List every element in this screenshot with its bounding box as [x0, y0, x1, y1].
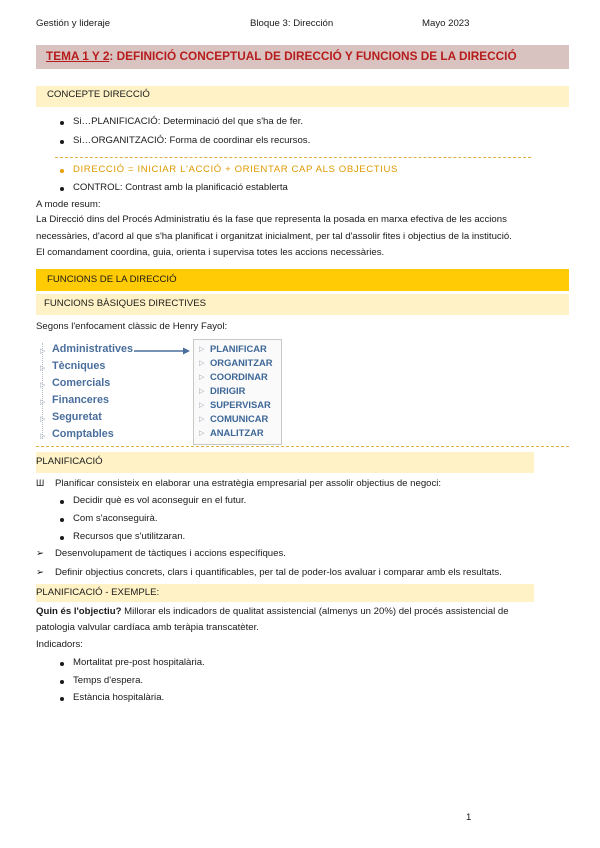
resum-label: A mode resum:	[36, 199, 101, 210]
fayol-right-box	[193, 339, 282, 445]
bullet-dot	[60, 518, 64, 522]
bullet-dot	[60, 536, 64, 540]
fayol-left-item: Administratives	[52, 343, 134, 355]
triangle-icon: ▷	[199, 416, 205, 423]
indicador-item: Estància hospitalària.	[73, 692, 165, 703]
planificacio-heading: PLANIFICACIÓ	[36, 456, 103, 467]
bullet-dot	[60, 680, 64, 684]
fayol-left-item: Financeres	[52, 394, 110, 406]
bullet-planificacio: Si…PLANIFICACIÓ: Determinació del que s'ha de fer.	[73, 116, 304, 127]
triangle-icon: ▷	[199, 402, 205, 409]
planificacio-intro: Planificar consisteix en elaborar una estratègia empresarial per assolir objectius de negoci:	[55, 478, 442, 489]
triangle-icon: ▷	[199, 374, 205, 381]
fayol-right-item: DIRIGIR	[210, 385, 246, 396]
checkbox-icon: Ш	[36, 478, 45, 488]
triangle-icon: ▷	[40, 348, 46, 355]
triangle-icon: ▷	[199, 346, 205, 353]
bullet-organitzacio: Si…ORGANITZACIÓ: Forma de coordinar els recursos.	[73, 135, 311, 146]
dashed-divider	[36, 446, 569, 447]
fayol-right-item: COORDINAR	[210, 371, 268, 382]
resum-line-1: La Direcció dins del Procés Administratiu és la fase que representa la posada en marxa efectiva de les accions	[36, 214, 507, 225]
bullet-dot	[60, 169, 64, 173]
planificacio-bar	[36, 452, 534, 473]
title-prefix: TEMA 1 Y 2	[46, 49, 110, 63]
fayol-arrow-icon	[133, 346, 191, 356]
planificacio-sub-3: Recursos que s'utilitzaran.	[73, 531, 186, 542]
bullet-dot	[60, 500, 64, 504]
funcions-sub-heading: FUNCIONS BÀSIQUES DIRECTIVES	[44, 298, 207, 309]
bullet-dot	[60, 121, 64, 125]
bullet-dot	[60, 187, 64, 191]
page-title	[46, 49, 517, 63]
fayol-left-item: Comercials	[52, 377, 111, 389]
dashed-divider	[55, 157, 531, 158]
exemple-heading: PLANIFICACIÓ - EXEMPLE:	[36, 587, 160, 598]
planificacio-sub-2: Com s'aconseguirà.	[73, 513, 158, 524]
header-right: Mayo 2023	[422, 18, 470, 29]
indicador-item: Temps d'espera.	[73, 675, 144, 686]
fayol-left-item: Comptables	[52, 428, 114, 440]
planificacio-sub-1: Decidir què es vol aconseguir en el futur.	[73, 495, 247, 506]
arrow-bullet-icon: ➢	[36, 567, 45, 578]
header-center: Bloque 3: Dirección	[250, 18, 334, 29]
header-left: Gestión y lideraje	[36, 18, 111, 29]
indicador-item: Mortalitat pre-post hospitalària.	[73, 657, 205, 668]
indicadors-label: Indicadors:	[36, 639, 83, 650]
fayol-left-list	[38, 341, 190, 442]
resum-line-3: El comandament coordina, guia, orienta i supervisa totes les accions necessàries.	[36, 247, 385, 258]
triangle-icon: ▷	[199, 360, 205, 367]
fayol-intro: Segons l'enfocament clàssic de Henry Fayol:	[36, 321, 228, 332]
bullet-dot	[60, 697, 64, 701]
triangle-icon: ▷	[40, 416, 46, 423]
fayol-right-item: ANALITZAR	[210, 427, 264, 438]
fayol-left-item: Seguretat	[52, 411, 102, 423]
triangle-icon: ▷	[199, 430, 205, 437]
triangle-icon: ▷	[40, 365, 46, 372]
fayol-right-item: PLANIFICAR	[210, 343, 267, 354]
arrow-bullet-icon: ➢	[36, 548, 45, 559]
resum-line-2: necessàries, d'acord al que s'ha planificat i organitzat inicialment, per tal d'assolir fites i objectius de la institució.	[36, 231, 512, 242]
triangle-icon: ▷	[40, 382, 46, 389]
planificacio-arrow-1: Desenvolupament de tàctiques i accions específiques.	[55, 548, 286, 559]
tree-line	[40, 343, 46, 440]
fayol-right-item: ORGANITZAR	[210, 357, 273, 368]
direccio-formula: DIRECCIÓ = INICIAR L'ACCIÓ + ORIENTAR CAP ALS OBJECTIUS	[73, 164, 399, 175]
bullet-dot	[60, 662, 64, 666]
title-rest: : DEFINICIÓ CONCEPTUAL DE DIRECCIÓ Y FUNCIONS DE LA DIRECCIÓ	[109, 49, 517, 63]
fayol-left-item: Tècniques	[52, 360, 106, 372]
planificacio-arrow-2: Definir objectius concrets, clars i quantificables, per tal de poder-los avaluar i comparar amb els resultats.	[55, 567, 502, 578]
objectiu-label: Quin és l'objectiu?	[36, 606, 122, 617]
fayol-right-item: SUPERVISAR	[210, 399, 271, 410]
triangle-icon: ▷	[40, 399, 46, 406]
fayol-right-item: COMUNICAR	[210, 413, 269, 424]
triangle-icon: ▷	[40, 433, 46, 440]
page-number: 1	[466, 812, 472, 823]
exemple-question	[36, 606, 509, 617]
objectiu-text: Millorar els indicadors de qualitat assistencial (almenys un 20%) del procés assistencial de	[121, 606, 509, 617]
concepte-heading: CONCEPTE DIRECCIÓ	[47, 89, 150, 100]
triangle-icon: ▷	[199, 388, 205, 395]
bullet-control: CONTROL: Contrast amb la planificació establerta	[73, 182, 288, 193]
funcions-heading: FUNCIONS DE LA DIRECCIÓ	[47, 274, 177, 285]
objectiu-line-2: patologia valvular cardíaca amb teràpia transcatèter.	[36, 622, 259, 633]
bullet-dot	[60, 140, 64, 144]
